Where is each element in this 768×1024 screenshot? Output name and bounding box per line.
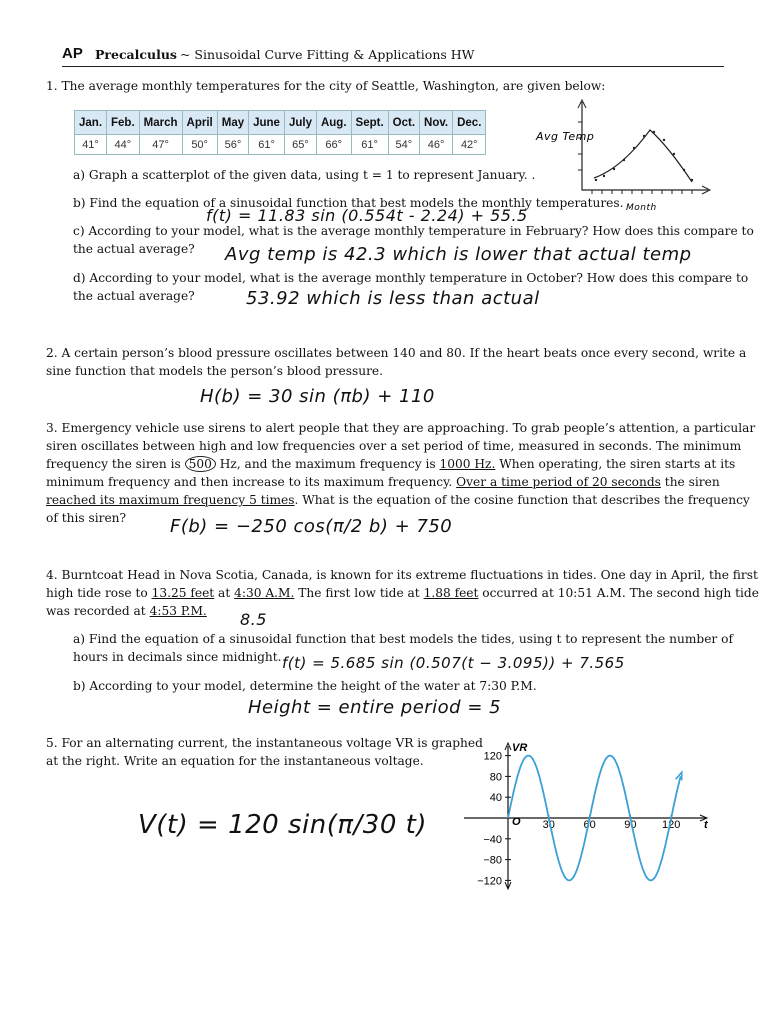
header-rule xyxy=(62,66,724,67)
q3-time-period: Over a time period of 20 seconds xyxy=(456,475,661,489)
y-axis-label: VR xyxy=(512,742,528,754)
voltage-chart xyxy=(462,738,728,890)
temp-cell: 41° xyxy=(75,135,107,155)
month-header: Sept. xyxy=(351,111,388,135)
q4-part-a-line1: a) Find the equation of a sinusoidal function that best models the tides, using t to represent the number of xyxy=(73,632,733,646)
q2-answer: H(b) = 30 sin (πb) + 110 xyxy=(200,386,435,407)
q3-line4-end: the siren xyxy=(660,475,720,489)
q3-line3 xyxy=(46,455,735,474)
month-header: Dec. xyxy=(453,111,486,135)
q3-max-times: reached its maximum frequency 5 times xyxy=(46,493,295,507)
q1-part-c-line2: the actual average? xyxy=(73,242,195,256)
temperature-table xyxy=(74,110,486,155)
x-tick-label: 60 xyxy=(583,819,596,831)
month-header: Nov. xyxy=(420,111,453,135)
q4-line2-end: occurred at 10:51 A.M. The second high tide xyxy=(478,586,759,600)
q3-min-frequency: 500 xyxy=(185,456,216,472)
q4-part-b: b) According to your model, determine the height of the water at 7:30 P.M. xyxy=(73,679,537,693)
y-tick-label: 40 xyxy=(489,792,502,805)
month-header: Feb. xyxy=(107,111,140,135)
temp-cell: 42° xyxy=(453,135,486,155)
q3-line3-mid: Hz, and the maximum frequency is xyxy=(215,457,440,471)
q3-line1: 3. Emergency vehicle use sirens to alert people that they are approaching. To grab people’s attention, a particular xyxy=(46,421,756,435)
q4-high-tide-time: 4:30 A.M. xyxy=(234,586,295,600)
x-axis-label: t xyxy=(704,819,708,831)
temp-cell: 44° xyxy=(107,135,140,155)
q4-second-high-tide-time: 4:53 P.M. xyxy=(149,604,207,618)
y-tick-label: −120 xyxy=(477,875,502,888)
q3-line3-text: frequency the siren is xyxy=(46,457,185,471)
q1-part-d-line1: d) According to your model, what is the average monthly temperature in October? How does this compare to xyxy=(73,271,749,285)
temp-cell: 54° xyxy=(388,135,419,155)
q4-line2-text: high tide rose to xyxy=(46,586,152,600)
temp-cell: 56° xyxy=(217,135,248,155)
month-row xyxy=(75,111,486,135)
y-tick-label: −40 xyxy=(483,833,502,846)
y-tick-label: 80 xyxy=(489,771,502,784)
q3-line3-end: When operating, the siren starts at its xyxy=(495,457,736,471)
temp-cell: 47° xyxy=(139,135,182,155)
q4-high-tide: 13.25 feet xyxy=(151,586,215,600)
q4-line2-at: at xyxy=(214,586,235,600)
month-header: Oct. xyxy=(388,111,419,135)
q2-line1: 2. A certain person’s blood pressure oscillates between 140 and 80. If the heart beats once every second, write a xyxy=(46,346,747,360)
q4-note: 8.5 xyxy=(240,610,267,629)
q4-line2 xyxy=(46,584,759,603)
q3-line5-end: . What is the equation of the cosine function that describes the frequency xyxy=(294,493,750,507)
temp-cell: 61° xyxy=(249,135,285,155)
q1-part-b: b) Find the equation of a sinusoidal function that best models the monthly temperatures. xyxy=(73,196,624,210)
y-tick-label: 120 xyxy=(483,750,502,763)
q5-answer: V(t) = 120 sin(π/30 t) xyxy=(138,810,427,840)
q1-answer-b: f(t) = 11.83 sin (0.554t - 2.24) + 55.5 xyxy=(206,206,528,225)
x-tick-label: 90 xyxy=(624,819,637,831)
month-header: April xyxy=(182,111,217,135)
q3-max-frequency: 1000 Hz. xyxy=(439,457,496,471)
origin-label: O xyxy=(512,816,521,828)
q4-answer-b: Height = entire period = 5 xyxy=(248,697,502,718)
month-header: June xyxy=(249,111,285,135)
sketch-xlabel: Month xyxy=(626,203,657,213)
q5-line1: 5. For an alternating current, the instantaneous voltage VR is graphed xyxy=(46,736,483,750)
q4-line3-text: was recorded at xyxy=(46,604,150,618)
temp-cell: 50° xyxy=(182,135,217,155)
worksheet-title: ~ Sinusoidal Curve Fitting & Applications HW xyxy=(176,47,475,62)
q5-line2: at the right. Write an equation for the instantaneous voltage. xyxy=(46,754,424,768)
temp-cell: 46° xyxy=(420,135,453,155)
q1-answer-d: 53.92 which is less than actual xyxy=(246,288,540,309)
course-title: Precalculus xyxy=(95,47,177,62)
q4-low-tide: 1.88 feet xyxy=(423,586,479,600)
x-tick-label: 30 xyxy=(542,819,555,831)
q4-line2-mid: The first low tide at xyxy=(294,586,424,600)
q1-part-a: a) Graph a scatterplot of the given data, using t = 1 to represent January. . xyxy=(73,168,536,182)
temp-row xyxy=(75,135,486,155)
month-header: July xyxy=(284,111,316,135)
month-header: May xyxy=(217,111,248,135)
q1-stem: 1. The average monthly temperatures for the city of Seattle, Washington, are given below: xyxy=(46,79,606,93)
q4-line1: 4. Burntcoat Head in Nova Scotia, Canada, is known for its extreme fluctuations in tides. One day in April, the first xyxy=(46,568,758,582)
q3-line4 xyxy=(46,473,720,492)
q4-answer-a: f(t) = 5.685 sin (0.507(t − 3.095)) + 7.565 xyxy=(282,654,625,672)
q3-line5 xyxy=(46,491,750,510)
sketch-ylabel: Avg Temp xyxy=(536,130,595,143)
q3-line4-text: minimum frequency and then increase to its maximum frequency. xyxy=(46,475,457,489)
q4-part-a-line2: hours in decimals since midnight. xyxy=(73,650,282,664)
q1-answer-c: Avg temp is 42.3 which is lower that actual temp xyxy=(225,244,692,265)
q3-line2: siren oscillates between high and low frequencies over a set period of time, measured in seconds. The minimum xyxy=(46,439,742,453)
y-tick-label: −80 xyxy=(483,854,502,867)
month-header: Aug. xyxy=(316,111,351,135)
ap-label: AP xyxy=(62,45,83,62)
q3-line6: of this siren? xyxy=(46,511,127,525)
q1-part-c-line1: c) According to your model, what is the average monthly temperature in February? How does this compare to xyxy=(73,224,754,238)
month-header: March xyxy=(139,111,182,135)
temp-cell: 65° xyxy=(284,135,316,155)
temp-cell: 61° xyxy=(351,135,388,155)
q1-part-d-line2: the actual average? xyxy=(73,289,195,303)
x-tick-label: 120 xyxy=(662,819,681,831)
q4-line3 xyxy=(46,602,207,621)
q2-line2: sine function that models the person’s blood pressure. xyxy=(46,364,383,378)
q3-answer: F(b) = −250 cos(π/2 b) + 750 xyxy=(170,516,453,537)
month-header: Jan. xyxy=(75,111,107,135)
temp-cell: 66° xyxy=(316,135,351,155)
